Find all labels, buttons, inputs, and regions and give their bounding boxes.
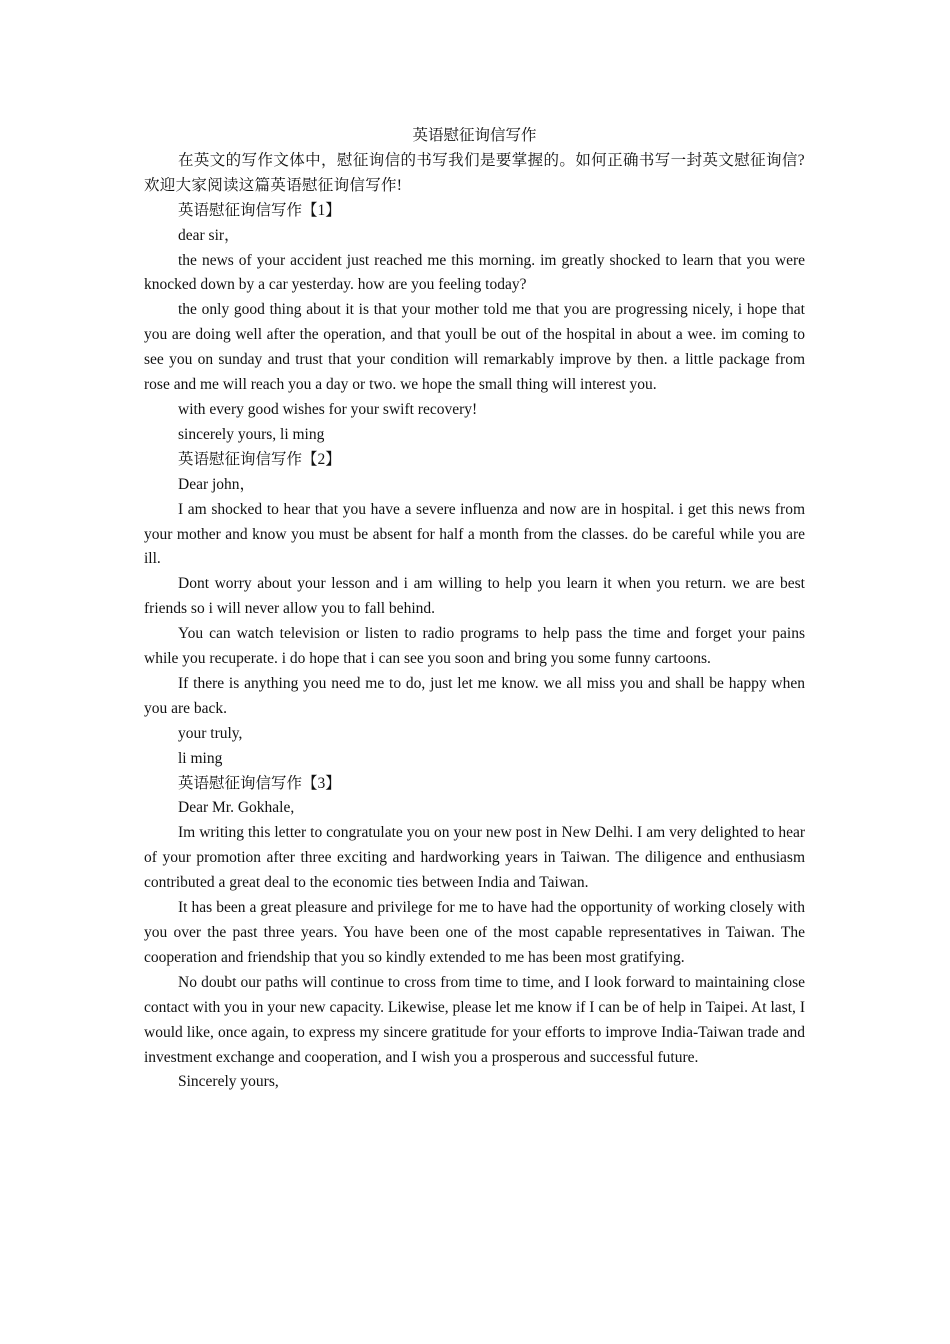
letter-1-closing: with every good wishes for your swift recovery! bbox=[178, 400, 478, 418]
document-title: 英语慰征询信写作 bbox=[412, 127, 537, 144]
letter-3-paragraph: It has been a great pleasure and privilege for me to have had the opportunity of working closely with you over the past three years. You have been one of the most capable representatives in Taiwan. The cooperation and friendship that you so kindly extended to me has been most gratifying. bbox=[144, 899, 805, 966]
section-heading-1: 英语慰征询信写作【1】 bbox=[178, 201, 341, 219]
letter-3-salutation: Dear Mr. Gokhale, bbox=[178, 799, 295, 817]
letter-1-paragraph: the news of your accident just reached me this morning. im greatly shocked to learn that you were knocked down by a car yesterday. how are you feeling today? bbox=[144, 251, 805, 294]
letter-2-paragraph: I am shocked to hear that you have a severe influenza and now are in hospital. i get this news from your mother and know you must be absent for half a month from the classes. do be careful while you are ill. bbox=[144, 500, 805, 568]
letter-2-paragraph: Dont worry about your lesson and i am willing to help you learn it when you return. we are best friends so i will never allow you to fall behind. bbox=[144, 575, 805, 618]
section-heading-3: 英语慰征询信写作【3】 bbox=[178, 774, 341, 792]
letter-2-paragraph: If there is anything you need me to do, just let me know. we all miss you and shall be happy when you are back. bbox=[144, 674, 805, 717]
letter-1-paragraph: the only good thing about it is that your mother told me that you are progressing nicely, i hope that you are doing well after the operation, and that youll be out of the hospital in about a wee. im coming to see you on sunday and trust that your condition will remarkably improve by then. a little package from rose and me will reach you a day or two. we hope the small thing will interest you. bbox=[144, 301, 805, 394]
letter-2-paragraph: You can watch television or listen to radio programs to help pass the time and forget your pains while you recuperate. i do hope that i can see you soon and bring you some funny cartoons. bbox=[144, 625, 805, 668]
letter-3-paragraph: Im writing this letter to congratulate you on your new post in New Delhi. I am very delighted to hear of your promotion after three exciting and hardworking years in Taiwan. The diligence and enthusiasm contributed a great deal to the economic ties between India and Taiwan. bbox=[144, 824, 805, 892]
letter-1-salutation: dear sir， bbox=[178, 226, 240, 244]
letter-2-signature: li ming bbox=[178, 749, 223, 767]
letter-2-salutation: Dear john， bbox=[178, 475, 256, 493]
intro-paragraph: 在英文的写作文体中，慰征询信的书写我们是要掌握的。如何正确书写一封英文慰征询信?欢迎大家阅读这篇英语慰征询信写作! bbox=[144, 151, 805, 194]
section-heading-2: 英语慰征询信写作【2】 bbox=[178, 450, 341, 468]
letter-3-paragraph: No doubt our paths will continue to cross from time to time, and I look forward to maintaining close contact with you in your new capacity. Likewise, please let me know if I can be of help in Taipei. At last, I would like, once again, to express my sincere gratitude for your efforts to improve India-Taiwan trade and investment exchange and cooperation, and I wish you a prosperous and successful future. bbox=[144, 973, 805, 1066]
document-body bbox=[144, 124, 805, 1095]
letter-1-signature: sincerely yours, li ming bbox=[178, 425, 325, 443]
letter-2-closing: your truly, bbox=[178, 724, 243, 742]
letter-3-closing: Sincerely yours, bbox=[178, 1073, 279, 1091]
